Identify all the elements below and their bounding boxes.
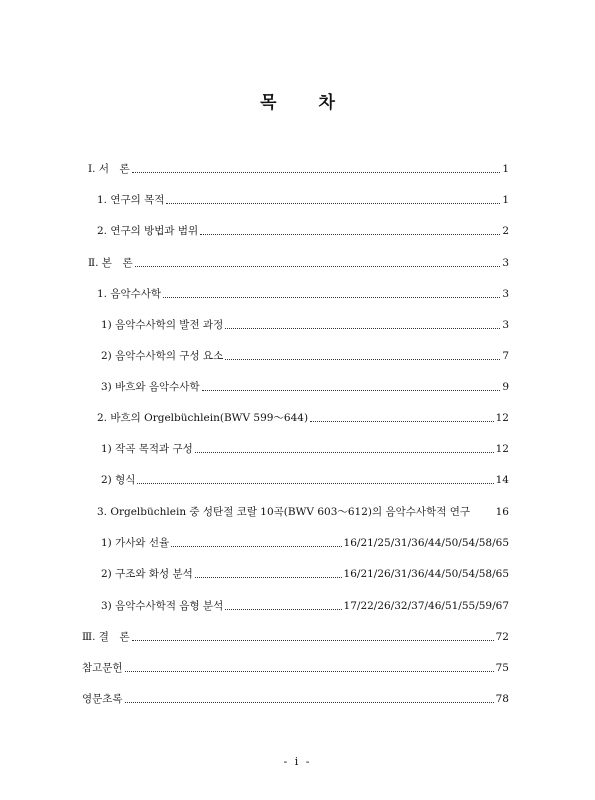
toc-entry[interactable]	[0, 440, 595, 458]
toc-entry-page-number: 72	[495, 631, 509, 643]
toc-entry-page-number: 1	[502, 163, 509, 175]
toc-entry-label: 2) 구조와 화성 분석	[101, 568, 193, 580]
page-title: 목 차	[260, 93, 353, 113]
dot-leader	[125, 702, 494, 703]
toc-entry-page-number: 75	[495, 662, 509, 674]
toc-entry-page-number: 12	[495, 443, 509, 455]
toc-entry[interactable]	[0, 690, 595, 708]
toc-entry[interactable]	[0, 471, 595, 489]
dot-leader	[225, 328, 500, 329]
toc-entry[interactable]	[0, 316, 595, 334]
toc-entry-label: 참고문헌	[82, 662, 123, 674]
toc-entry[interactable]	[0, 347, 595, 365]
toc-entry-label: Ⅲ. 결 론	[82, 631, 130, 643]
dot-leader	[137, 483, 493, 484]
dot-leader	[225, 359, 500, 360]
dot-leader	[310, 421, 494, 422]
toc-entry-page-number: 3	[502, 288, 509, 300]
toc-entry-page-number: 14	[495, 474, 509, 486]
toc-entry[interactable]	[0, 659, 595, 677]
toc-entry-page-number: 17/22/26/32/37/46/51/55/59/67	[343, 600, 509, 612]
page-number-footer: - i -	[283, 755, 312, 768]
toc-entry-label: 1) 음악수사학의 발전 과정	[101, 319, 224, 331]
toc-entry-label: 1) 작곡 목적과 구성	[101, 443, 193, 455]
toc-entry-label: 3) 바흐와 음악수사학	[101, 381, 200, 393]
toc-entry-label: 3. Orgelbüchlein 중 성탄절 코랄 10곡(BWV 603～612)의 음악수사학적 연구	[97, 506, 470, 518]
toc-entry[interactable]	[0, 191, 595, 209]
toc-entry-page-number: 12	[495, 412, 509, 424]
toc-entry[interactable]	[0, 503, 595, 521]
toc-entry[interactable]	[0, 378, 595, 396]
dot-leader	[195, 577, 342, 578]
dot-leader	[163, 297, 500, 298]
dot-leader	[171, 546, 341, 547]
toc-entry[interactable]	[0, 565, 595, 583]
toc-entry-label: 1. 음악수사학	[97, 288, 162, 300]
toc-entry-label: 1. 연구의 목적	[97, 194, 165, 206]
dot-leader	[166, 203, 500, 204]
toc-entry-label: 2. 바흐의 Orgelbüchlein(BWV 599～644)	[97, 412, 309, 424]
toc-entry[interactable]	[0, 160, 595, 178]
toc-entry[interactable]	[0, 254, 595, 272]
dot-leader	[125, 671, 494, 672]
toc-entry-label: 2) 형식	[101, 474, 136, 486]
toc-entry-page-number: 1	[502, 194, 509, 206]
dot-leader	[132, 172, 501, 173]
toc-entry[interactable]	[0, 285, 595, 303]
toc-entry-label: 1) 가사와 선율	[101, 537, 170, 549]
toc-entry-page-number: 9	[502, 381, 509, 393]
toc-entry-label: Ⅱ. 본 론	[88, 257, 133, 269]
toc-entry-page-number: 78	[495, 693, 509, 705]
toc-entry-label: 3) 음악수사학적 음형 분석	[101, 600, 224, 612]
toc-entry[interactable]	[0, 409, 595, 427]
dot-leader	[200, 234, 500, 235]
toc-entry-label: 2. 연구의 방법과 범위	[97, 225, 199, 237]
toc-entry-label: Ⅰ. 서 론	[88, 163, 130, 175]
dot-leader	[225, 609, 341, 610]
dot-leader	[132, 640, 494, 641]
dot-leader	[202, 390, 501, 391]
toc-entry-page-number: 16	[495, 506, 509, 518]
toc-entry-page-number: 16/21/26/31/36/44/50/54/58/65	[343, 568, 509, 580]
toc-entry-label: 2) 음악수사학의 구성 요소	[101, 350, 224, 362]
toc-entry-page-number: 16/21/25/31/36/44/50/54/58/65	[343, 537, 509, 549]
dot-leader	[195, 452, 494, 453]
toc-entry[interactable]	[0, 222, 595, 240]
toc-entry[interactable]	[0, 534, 595, 552]
toc-entry-page-number: 7	[502, 350, 509, 362]
toc-entry[interactable]	[0, 628, 595, 646]
toc-entry-page-number: 3	[502, 319, 509, 331]
dot-leader	[135, 266, 501, 267]
toc-entry-label: 영문초록	[82, 693, 123, 705]
toc-entry-page-number: 3	[502, 257, 509, 269]
toc-entry[interactable]	[0, 597, 595, 615]
toc-entry-page-number: 2	[502, 225, 509, 237]
